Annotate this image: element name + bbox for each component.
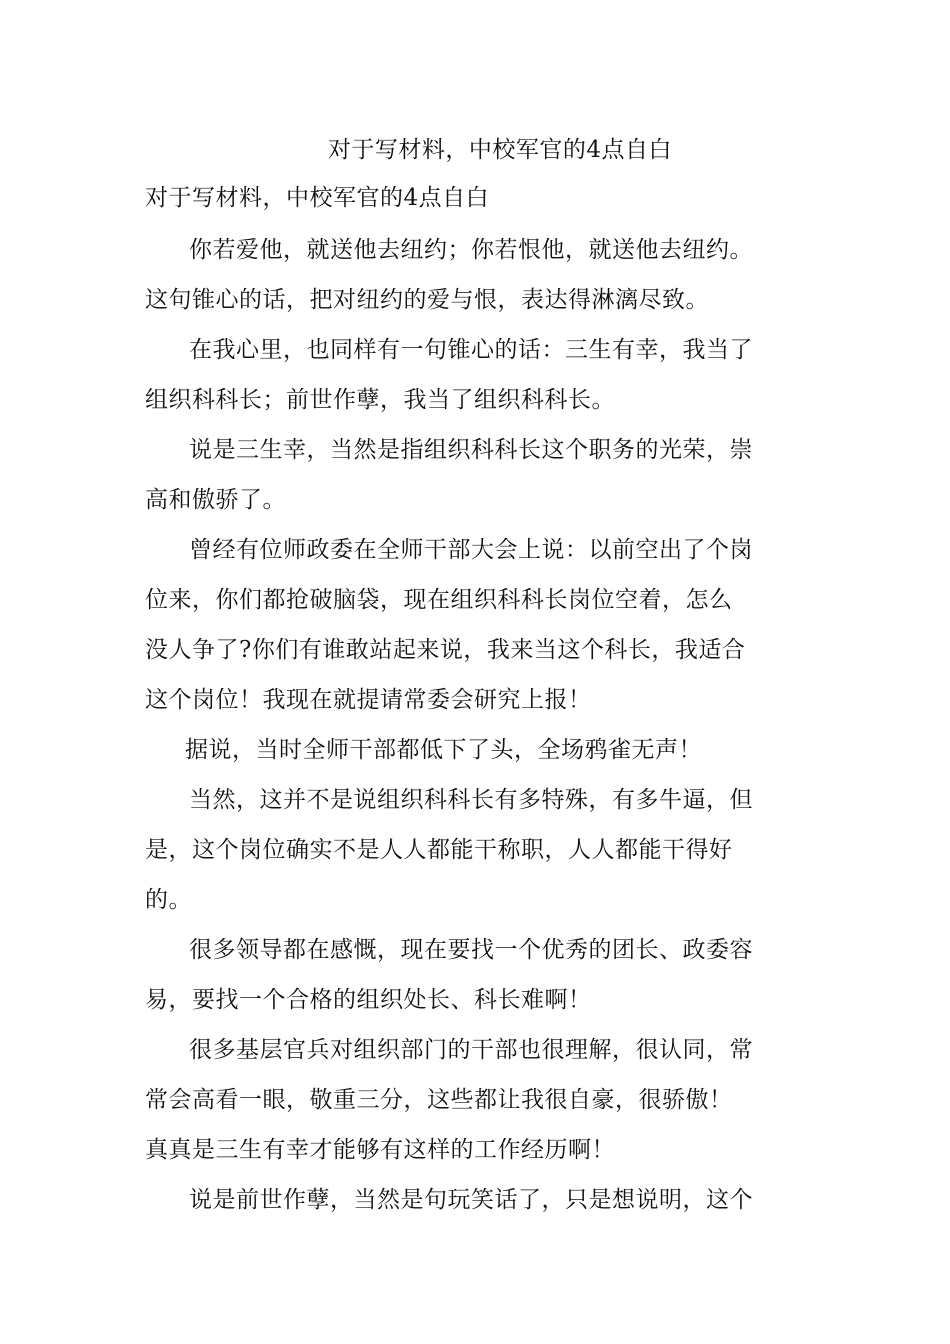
- paragraph-line: 在我心里，也同样有一句锥心的话：三生有幸，我当了: [189, 337, 753, 363]
- paragraph-line: 的。: [145, 887, 192, 913]
- paragraph-line: 组织科科长；前世作孽，我当了组织科科长。: [145, 387, 615, 413]
- paragraph-line: 真真是三生有幸才能够有这样的工作经历啊！: [145, 1137, 615, 1163]
- paragraph-line: 这句锥心的话，把对纽约的爱与恨，表达得淋漓尽致。: [145, 287, 709, 313]
- paragraph-line: 这个岗位！我现在就提请常委会研究上报！: [145, 687, 592, 713]
- paragraph-line: 没人争了?你们有谁敢站起来说，我来当这个科长，我适合: [145, 637, 746, 663]
- paragraph-line: 位来，你们都抢破脑袋，现在组织科科长岗位空着，怎么: [145, 587, 733, 613]
- paragraph-line: 据说，当时全师干部都低下了头，全场鸦雀无声！: [185, 737, 702, 763]
- paragraph-line: 是，这个岗位确实不是人人都能干称职，人人都能干得好: [145, 837, 733, 863]
- paragraph-line: 说是三生幸，当然是指组织科科长这个职务的光荣，崇: [189, 437, 753, 463]
- document-title: 对于写材料，中校军官的4点自白: [327, 137, 673, 163]
- paragraph-line: 很多领导都在感慨，现在要找一个优秀的团长、政委容: [189, 937, 753, 963]
- paragraph-line: 说是前世作孽，当然是句玩笑话了，只是想说明，这个: [189, 1187, 753, 1213]
- paragraph-line: 曾经有位师政委在全师干部大会上说：以前空出了个岗: [189, 537, 753, 563]
- paragraph-line: 常会高看一眼，敬重三分，这些都让我很自豪，很骄傲！: [145, 1087, 733, 1113]
- paragraph-line: 当然，这并不是说组织科科长有多特殊，有多牛逼，但: [189, 787, 753, 813]
- paragraph-line: 你若爱他，就送他去纽约；你若恨他，就送他去纽约。: [189, 237, 753, 263]
- paragraph-line: 很多基层官兵对组织部门的干部也很理解，很认同，常: [189, 1037, 753, 1063]
- paragraph-line: 易，要找一个合格的组织处长、科长难啊！: [145, 987, 592, 1013]
- body-heading: 对于写材料，中校军官的4点自白: [145, 185, 490, 211]
- paragraph-line: 高和傲骄了。: [145, 487, 286, 513]
